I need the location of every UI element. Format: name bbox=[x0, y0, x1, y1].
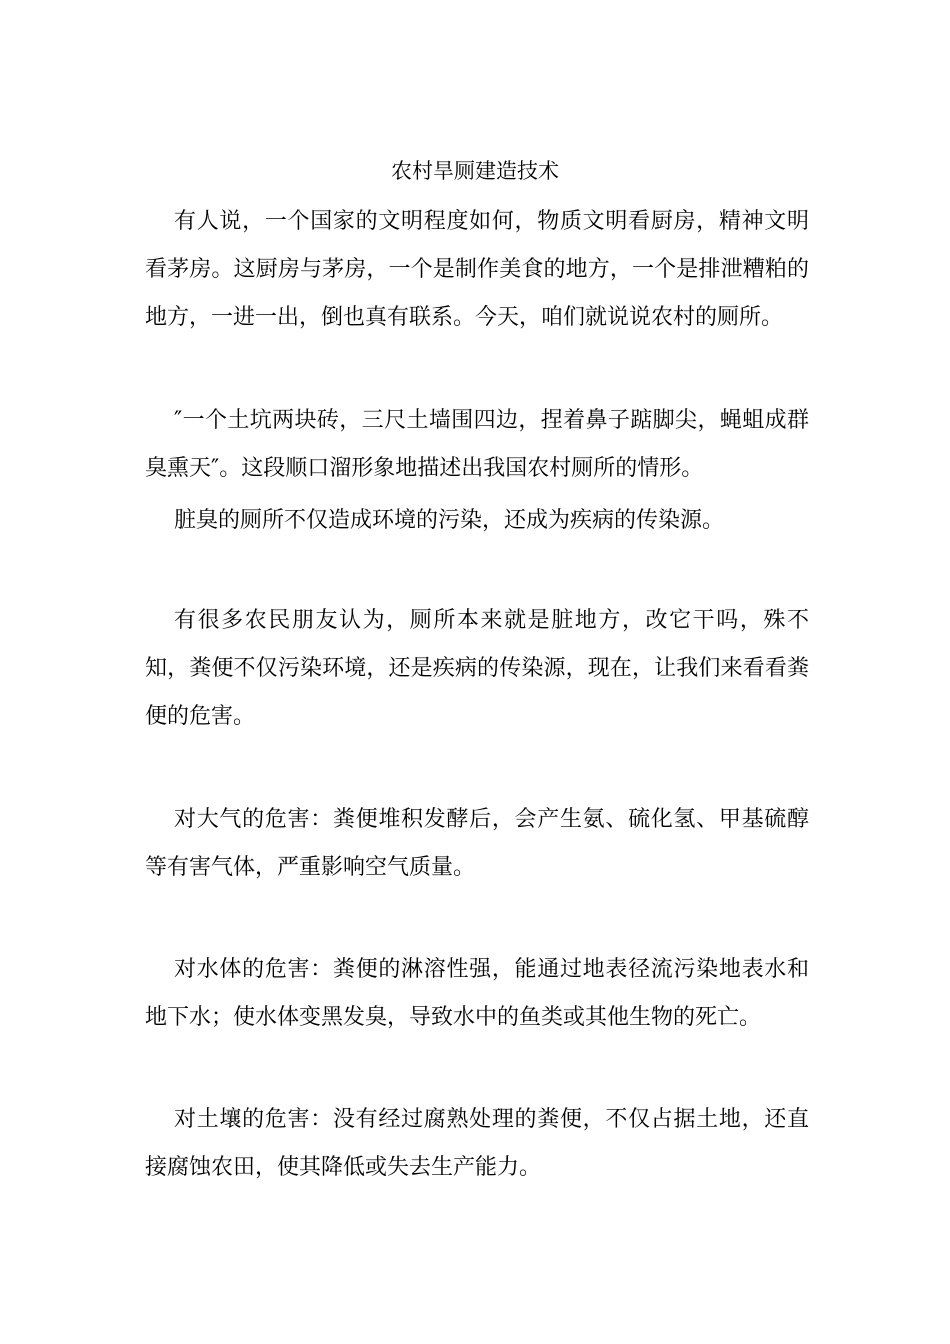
paragraph-intro: 有人说，一个国家的文明程度如何，物质文明看厨房，精神文明看茅房。这厨房与茅房，一个是制作美食的地方，一个是排泄糟粕的地方，一进一出，倒也真有联系。今天，咱们就说说农村的厕所。 bbox=[145, 209, 809, 330]
paragraph-water-harm: 对水体的危害：粪便的淋溶性强，能通过地表径流污染地表水和地下水；使水体变黑发臭，导致水中的鱼类或其他生物的死亡。 bbox=[145, 957, 809, 1030]
paragraph-farmers-view: 有很多农民朋友认为，厕所本来就是脏地方，改它干吗，殊不知，粪便不仅污染环境，还是疾病的传染源，现在，让我们来看看粪便的危害。 bbox=[145, 608, 809, 729]
paragraph-rhyme: ″一个土坑两块砖，三尺土墙围四边，捏着鼻子踮脚尖，蝇蛆成群臭熏天″。这段顺口溜形象地描述出我国农村厕所的情形。 bbox=[145, 408, 809, 481]
document-title: 农村旱厕建造技术 bbox=[391, 159, 559, 183]
paragraph-disease-source: 脏臭的厕所不仅造成环境的污染，还成为疾病的传染源。 bbox=[174, 508, 725, 533]
paragraph-air-harm: 对大气的危害：粪便堆积发酵后，会产生氨、硫化氢、甲基硫醇等有害气体，严重影响空气质量。 bbox=[145, 807, 809, 880]
paragraph-soil-harm: 对土壤的危害：没有经过腐熟处理的粪便，不仅占据土地，还直接腐蚀农田，使其降低或失去生产能力。 bbox=[145, 1107, 809, 1180]
